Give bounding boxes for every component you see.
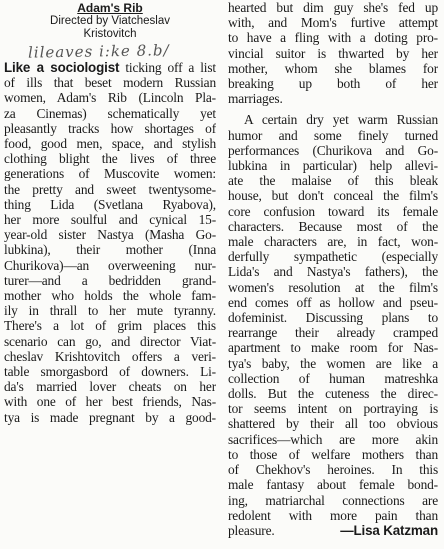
body-line: generations of Muscovite women:	[4, 166, 216, 182]
body-line: cheslav Krishtovitch offers a veri-	[4, 348, 216, 364]
review-title: Adam's Rib	[77, 1, 143, 15]
body-line: dolls. But the cuteness the direc-	[228, 386, 438, 402]
body-line: clothing blight the lives of three	[4, 151, 216, 167]
body-line: Churikova)—an overweening nur-	[4, 257, 216, 273]
body-line: sacrifices—which are more akin	[228, 431, 438, 447]
body-line: core confusion toward its female	[228, 203, 438, 219]
body-line: ing, matriarchal connections are	[228, 492, 438, 508]
body-line: Lida's and Nastya's fathers), the	[228, 264, 438, 280]
body-line: year-old sister Nastya (Masha Go-	[4, 227, 216, 243]
lead-in: Like a sociologist	[4, 60, 120, 75]
body-line: shattered by their all too obvious	[228, 416, 438, 432]
body-line: turer—and a bedridden grand-	[4, 272, 216, 288]
body-line: za Cinemas) schematically yet	[4, 105, 216, 121]
body-line: pleasantly tracks how shortages of	[4, 120, 216, 136]
right-paragraph-1	[228, 0, 438, 106]
handwritten-annotation: lileaves i:ke 8.b/	[27, 41, 170, 62]
director-credit: Directed by Viatcheslav	[50, 15, 170, 27]
body-line: vincial suitor is thwarted by her	[228, 45, 438, 61]
body-line: with, and Mom's furtive attempt	[228, 15, 438, 31]
body-line: her more soulful and cynical 15-	[4, 212, 216, 228]
body-line: end comes off as hollow and pseu-	[228, 294, 438, 310]
body-line: house, but don't conceal the film's	[228, 188, 438, 204]
body-line: ate the malaise of this bleak	[228, 173, 438, 189]
lead-line-text: ticking off a list	[119, 60, 216, 75]
body-line: women's resolution at the film's	[228, 279, 438, 295]
body-line: hearted but dim guy she's fed up	[228, 0, 438, 15]
body-line: performances (Churikova and Go-	[228, 142, 438, 158]
body-line: tor seems intent on portraying is	[228, 401, 438, 417]
body-line: tya is made pregnant by a good-	[4, 409, 216, 425]
body-line: breaking up both of her	[228, 76, 438, 92]
left-body	[4, 75, 216, 425]
closing-line	[228, 523, 438, 538]
body-line: ily in thrall to her mute tyranny.	[4, 303, 216, 319]
body-line: lubkina), their mother (Inna	[4, 242, 216, 258]
body-line: scenario can go, and director Viat-	[4, 333, 216, 349]
director-surname: Kristovitch	[83, 28, 137, 40]
body-line: male fantasy about female bond-	[228, 477, 438, 493]
body-line: marriages.	[228, 91, 283, 107]
body-line	[4, 60, 216, 75]
body-line: tya's baby, the women are like a	[228, 355, 438, 371]
body-line: lubkina in particular) help allevi-	[228, 158, 438, 174]
body-line: with one of her best friends, Nas-	[4, 394, 216, 410]
body-line: mother who holds the whole fam-	[4, 288, 216, 304]
body-line: derfully sympathetic (especially	[228, 249, 438, 265]
body-line: dofeminist. Discussing plans to	[228, 310, 438, 326]
body-line: characters. Because most of the	[228, 218, 438, 234]
body-line: table smorgasbord of downers. Li-	[4, 364, 216, 380]
body-line: thing Lida (Svetlana Ryabova),	[4, 196, 216, 212]
body-line: to those of welfare mothers than	[228, 446, 438, 462]
body-line: of ills that beset modern Russian	[4, 75, 216, 91]
right-paragraph-2	[228, 112, 438, 522]
body-line: to have a fling with a doting pro-	[228, 30, 438, 46]
body-line: humor and some finely turned	[228, 127, 438, 143]
body-line: collection of human matreshka	[228, 370, 438, 386]
body-line: apartment to make room for Nas-	[228, 340, 438, 356]
body-line: rearrange their already cramped	[228, 325, 438, 341]
body-line: There's a lot of grim places this	[4, 318, 216, 334]
reviewer-byline: —Lisa Katzman	[340, 522, 438, 538]
body-line: A certain dry yet warm Russian	[244, 112, 438, 128]
body-line: da's married lover cheats on her	[4, 379, 216, 395]
left-column	[4, 0, 216, 425]
body-line: the pretty and sweet twentysome-	[4, 181, 216, 197]
right-column	[228, 0, 438, 538]
body-line: food, good men, space, and stylish	[4, 136, 216, 152]
body-line: male characters are, in fact, won-	[228, 234, 438, 250]
closing-text: pleasure.	[228, 522, 275, 538]
body-line: of Chekhov's heroines. In this	[228, 462, 438, 478]
body-line: redolent with more pain than	[228, 507, 438, 523]
body-line: mother, whom she blames for	[228, 60, 438, 76]
body-line: women, Adam's Rib (Lincoln Pla-	[4, 90, 216, 106]
